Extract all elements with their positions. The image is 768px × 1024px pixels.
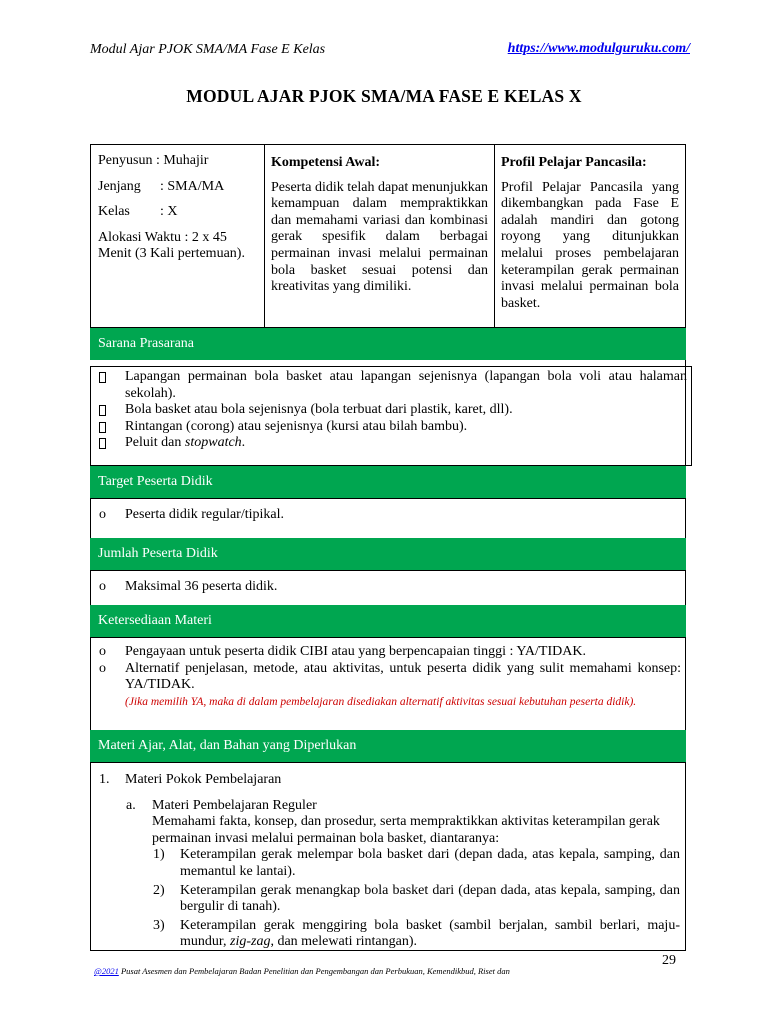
header-url-link[interactable]: https://www.modulguruku.com/ — [507, 41, 690, 56]
materi-point — [91, 883, 680, 916]
point-number: 3) — [153, 917, 165, 933]
footer-link[interactable]: @2021 — [94, 966, 119, 976]
sarana-box — [90, 366, 692, 466]
materi-box — [90, 762, 686, 951]
jumlah-heading: Jumlah Peserta Didik — [90, 538, 686, 570]
checkbox-icon — [99, 422, 106, 433]
ketersediaan-item-2: Alternatif penjelasan, metode, atau aktivitas, untuk peserta didik yang sulit memahami konsep: YA/TIDAK. — [125, 660, 681, 693]
ketersediaan-item-1: Pengayaan untuk peserta didik CIBI atau yang berpencapaian tinggi : YA/TIDAK. — [125, 644, 586, 659]
ketersediaan-heading: Ketersediaan Materi — [90, 605, 686, 637]
bullet-icon: o — [99, 579, 106, 594]
list-item — [91, 419, 687, 436]
footer-text: Pusat Asesmen dan Pembelajaran Badan Penelitian dan Pengembangan dan Perbukuan, Kemendikbud, Riset dan — [118, 966, 510, 976]
jumlah-box — [90, 570, 686, 606]
penyusun-text: Penyusun : Muhajir — [98, 153, 209, 168]
sarana-item-3: Rintangan (corong) atau sejenisnya (kursi atau bilah bambu). — [125, 418, 468, 434]
checkbox-icon — [99, 405, 106, 416]
bullet-icon: o — [99, 507, 106, 522]
jenjang-label: Jenjang — [98, 178, 141, 194]
materi-pokok — [91, 772, 680, 789]
list-item — [91, 402, 687, 419]
sarana-item-4-suffix: . — [241, 435, 246, 451]
profil-text: Profil Pelajar Pancasila yang dikembangkan pada Fase E adalah mandiri dan gotong royong yang ditunjukkan melalui proses pembelajaran keterampilan gerak permainan invasi melalui permainan bola basket. — [501, 179, 679, 311]
materi-sub-title: Materi Pembelajaran Reguler — [152, 797, 317, 813]
bullet-icon: o — [99, 644, 106, 659]
point-number: 2) — [153, 882, 165, 898]
point-text-1: Keterampilan gerak melempar bola basket dari (depan dada, atas kepala, samping, dan memantul ke lantai). — [180, 847, 680, 879]
info-table — [90, 144, 686, 328]
ketersediaan-note: (Jika memilih YA, maka di dalam pembelajaran disediakan alternatif aktivitas sesuai kebutuhan peserta didik). — [125, 695, 637, 708]
footer-credit — [94, 966, 510, 976]
list-item — [91, 507, 685, 524]
materi-point — [91, 918, 680, 951]
materi-sub-desc: Memahami fakta, konsep, dan prosedur, serta mempraktikkan aktivitas keterampilan gerak permainan invasi melalui permainan bola basket, diantaranya: — [152, 814, 660, 846]
materi-number: 1. — [99, 772, 110, 787]
profil-column — [495, 145, 685, 327]
target-box — [90, 498, 686, 539]
bullet-icon: o — [99, 660, 106, 676]
page-title: MODUL AJAR PJOK SMA/MA FASE E KELAS X — [186, 86, 582, 106]
sarana-item-4-prefix: Peluit dan — [125, 435, 185, 451]
sarana-item-1: Lapangan permainan bola basket atau lapangan sejenisnya (lapangan bola voli atau halaman sekolah). — [125, 369, 687, 401]
target-item: Peserta didik regular/tipikal. — [125, 507, 285, 522]
alokasi-text: Alokasi Waktu : 2 x 45 Menit (3 Kali pertemuan). — [98, 229, 245, 262]
sarana-item-2: Bola basket atau bola sejenisnya (bola terbuat dari plastik, karet, dll). — [125, 402, 513, 418]
kelas-label: Kelas — [98, 204, 130, 220]
point-text-3-italic: zig-zag — [230, 934, 271, 950]
materi-heading: Materi Ajar, Alat, dan Bahan yang Diperlukan — [90, 730, 686, 762]
kompetensi-column — [265, 145, 495, 327]
profil-heading: Profil Pelajar Pancasila: — [501, 155, 647, 170]
materi-sub — [91, 798, 680, 848]
info-column — [91, 145, 265, 327]
list-item — [91, 661, 681, 710]
jumlah-item: Maksimal 36 peserta didik. — [125, 579, 278, 594]
point-text-2: Keterampilan gerak menangkap bola basket dari (depan dada, atas kepala, samping, dan bergulir di tanah). — [180, 882, 680, 915]
list-item — [91, 435, 687, 452]
ketersediaan-box — [90, 637, 686, 731]
kompetensi-text: Peserta didik telah dapat menunjukkan kemampuan dalam mempraktikkan dan memahami variasi dan kombinasi gerak spesifik dalam berbagai permainan invasi melalui permainan bola basket sesuai potensi dan kreativitas yang dimiliki. — [271, 179, 488, 295]
checkbox-icon — [99, 438, 106, 449]
kelas-value: : X — [160, 204, 178, 220]
jenjang-row — [98, 179, 257, 196]
jenjang-value: : SMA/MA — [160, 178, 225, 194]
materi-pokok-title: Materi Pokok Pembelajaran — [125, 772, 282, 787]
list-item — [91, 579, 685, 596]
list-item — [91, 369, 687, 402]
kelas-row — [98, 204, 257, 221]
kompetensi-heading: Kompetensi Awal: — [271, 155, 381, 170]
list-item — [91, 644, 681, 661]
materi-point — [91, 847, 680, 880]
sarana-heading: Sarana Prasarana — [90, 328, 686, 360]
target-heading: Target Peserta Didik — [90, 466, 686, 498]
sarana-item-4-italic: stopwatch — [184, 435, 242, 451]
header-module-title: Modul Ajar PJOK SMA/MA Fase E Kelas — [90, 42, 326, 57]
point-text-3-prefix: Keterampilan gerak menggiring bola basket (sambil berjalan, sambil berlari, maju-mundur, — [180, 917, 680, 950]
point-text-3-suffix: , dan melewati rintangan). — [270, 934, 418, 950]
materi-sub-letter: a. — [126, 797, 136, 813]
checkbox-icon — [99, 372, 106, 383]
point-number: 1) — [153, 847, 165, 863]
page-number: 29 — [662, 953, 676, 968]
